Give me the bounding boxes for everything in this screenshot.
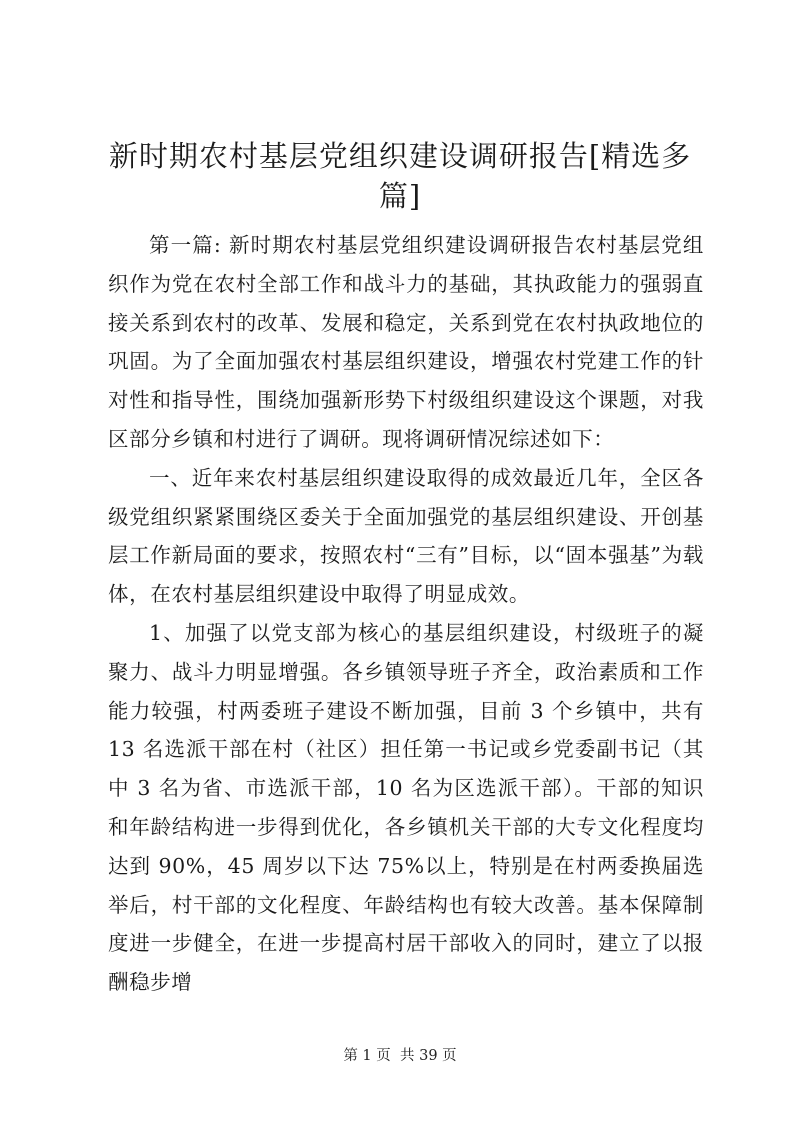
page-number: 第 1 页 共 39 页 xyxy=(343,1048,457,1064)
page-footer xyxy=(0,1046,800,1066)
paragraph-intro: 第一篇: 新时期农村基层党组织建设调研报告农村基层党组织作为党在农村全部工作和战斗力的基础，其执政能力的强弱直接关系到农村的改革、发展和稳定，关系到党在农村执政地位的巩固。为了全面加强农村基层组织建设，增强农村党建工作的针对性和指导性，围绕加强新形势下村级组织建设这个课题，对我区部分乡镇和村进行了调研。现将调研情况综述如下： xyxy=(108,233,704,451)
document-title: 新时期农村基层党组织建设调研报告[精选多篇] xyxy=(108,139,692,213)
document-body xyxy=(108,226,704,1002)
paragraph-section-one: 一、近年来农村基层组织建设取得的成效最近几年，全区各级党组织紧紧围绕区委关于全面加强党的基层组织建设、开创基层工作新局面的要求，按照农村“三有”目标，以“固本强基”为载体，在农村基层组织建设中取得了明显成效。 xyxy=(108,465,704,607)
paragraph-item-one: 1、加强了以党支部为核心的基层组织建设，村级班子的凝聚力、战斗力明显增强。各乡镇领导班子齐全，政治素质和工作能力较强，村两委班子建设不断加强，目前 3 个乡镇中，共有 13 名选派干部在村（社区）担任第一书记或乡党委副书记（其中 3 名为省、市选派干部，10 名为区选派干部）。干部的知识和年龄结构进一步得到优化，各乡镇机关干部的大专文化程度均达到 90%，45 周岁以下达 75%以上，特别是在村两委换届选举后，村干部的文化程度、年龄结构也有较大改善。基本保障制度进一步健全，在进一步提高村居干部收入的同时，建立了以报酬稳步增 xyxy=(108,620,704,995)
